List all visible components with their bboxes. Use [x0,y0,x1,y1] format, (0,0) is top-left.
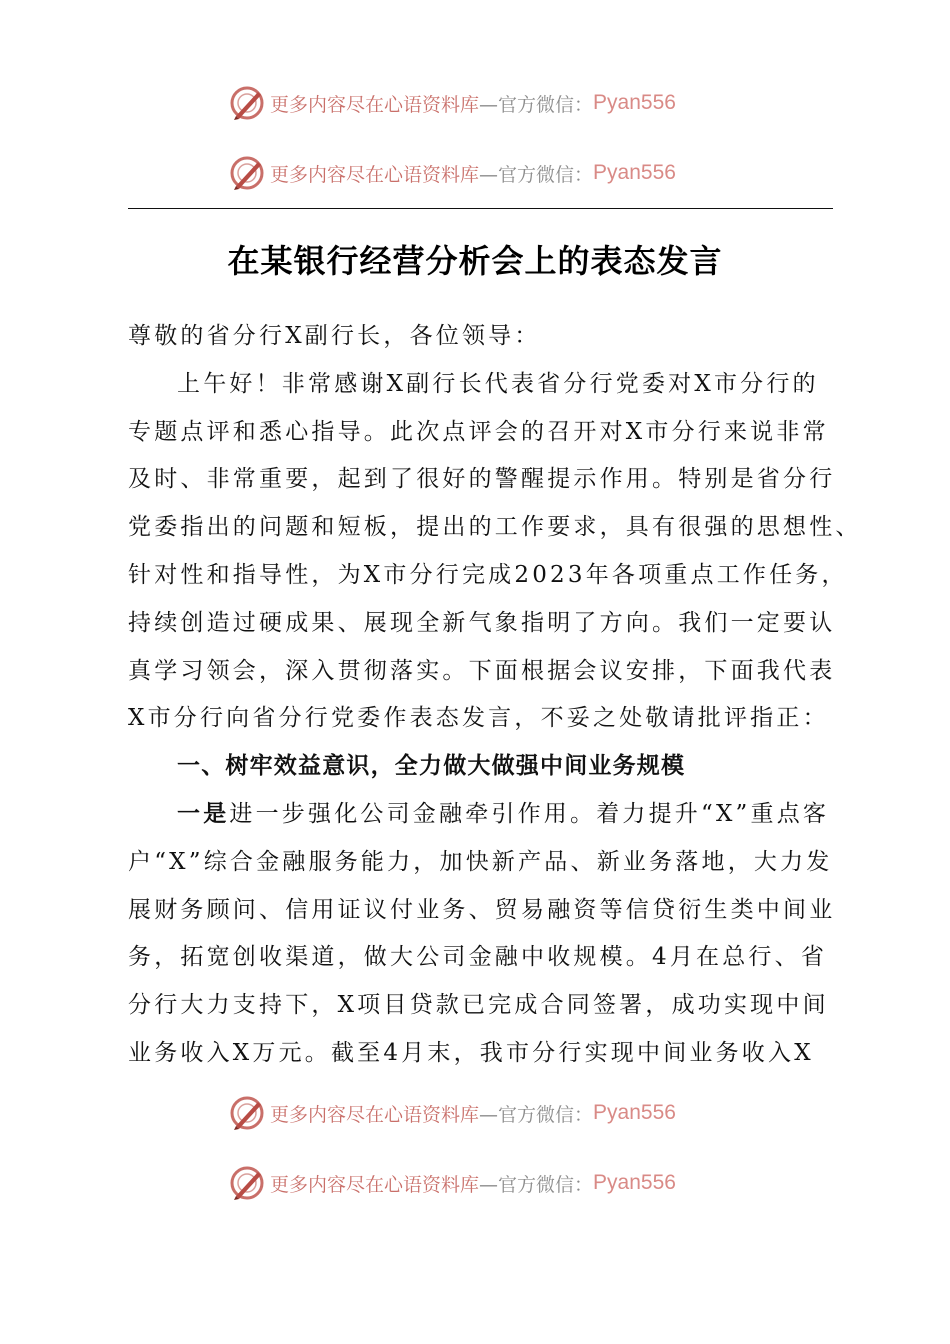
document-title: 在某银行经营分析会上的表态发言 [227,242,723,280]
paragraph-line: 展财务顾问、信用证议付业务、贸易融资等信贷衍生类中间业 [128,897,836,923]
watermark-text: 更多内容尽在心语资料库 [270,163,480,186]
paragraph-line: 专题点评和悉心指导。此次点评会的召开对X市分行来说非常 [128,419,829,445]
pen-logo-icon [228,1164,266,1202]
watermark-text: 更多内容尽在心语资料库 [270,1173,480,1196]
paragraph-line: 业务收入X万元。截至4月末，我市分行实现中间业务收入X [128,1040,814,1066]
point-lead: 一是 [177,801,230,827]
watermark-separator: —官方微信： [479,1103,594,1126]
paragraph-line: 持续创造过硬成果、展现全新气象指明了方向。我们一定要认 [128,610,836,636]
watermark-separator: —官方微信： [479,93,594,116]
section-heading: 一、树牢效益意识，全力做大做强中间业务规模 [177,753,686,779]
watermark-banner [228,1163,676,1203]
watermark-text: 更多内容尽在心语资料库 [270,1103,480,1126]
watermark-separator: —官方微信： [479,1173,594,1196]
paragraph-line: 及时、非常重要，起到了很好的警醒提示作用。特别是省分行 [128,466,836,492]
paragraph-line: X市分行向省分行党委作表态发言，不妥之处敬请批评指正： [128,705,829,731]
watermark-banner [228,1093,676,1133]
watermark-id: Pyan556 [593,91,676,114]
paragraph-line: 上午好！非常感谢X副行长代表省分行党委对X市分行的 [177,371,819,397]
paragraph-line: 党委指出的问题和短板，提出的工作要求，具有很强的思想性、 [128,514,862,540]
pen-logo-icon [228,154,266,192]
pen-logo-icon [228,84,266,122]
watermark-banner [228,153,676,193]
paragraph-line: 务，拓宽创收渠道，做大公司金融中收规模。4月在总行、省 [128,944,828,970]
watermark-text: 更多内容尽在心语资料库 [270,93,480,116]
watermark-separator: —官方微信： [479,163,594,186]
paragraph-line: 针对性和指导性，为X市分行完成2023年各项重点工作任务， [128,562,848,588]
paragraph-line [177,799,829,829]
header-divider [128,208,833,209]
watermark-id: Pyan556 [593,1171,676,1194]
paragraph-line: 分行大力支持下，X项目贷款已完成合同签署，成功实现中间 [128,992,829,1018]
paragraph-line-text: 进一步强化公司金融牵引作用。着力提升“X”重点客 [229,801,830,827]
watermark-banner [228,83,676,123]
salutation: 尊敬的省分行X副行长，各位领导： [128,323,541,349]
watermark-id: Pyan556 [593,161,676,184]
watermark-id: Pyan556 [593,1101,676,1124]
paragraph-line: 户“X”综合金融服务能力，加快新产品、新业务落地，大力发 [128,849,833,875]
pen-logo-icon [228,1094,266,1132]
paragraph-line: 真学习领会，深入贯彻落实。下面根据会议安排，下面我代表 [128,658,836,684]
